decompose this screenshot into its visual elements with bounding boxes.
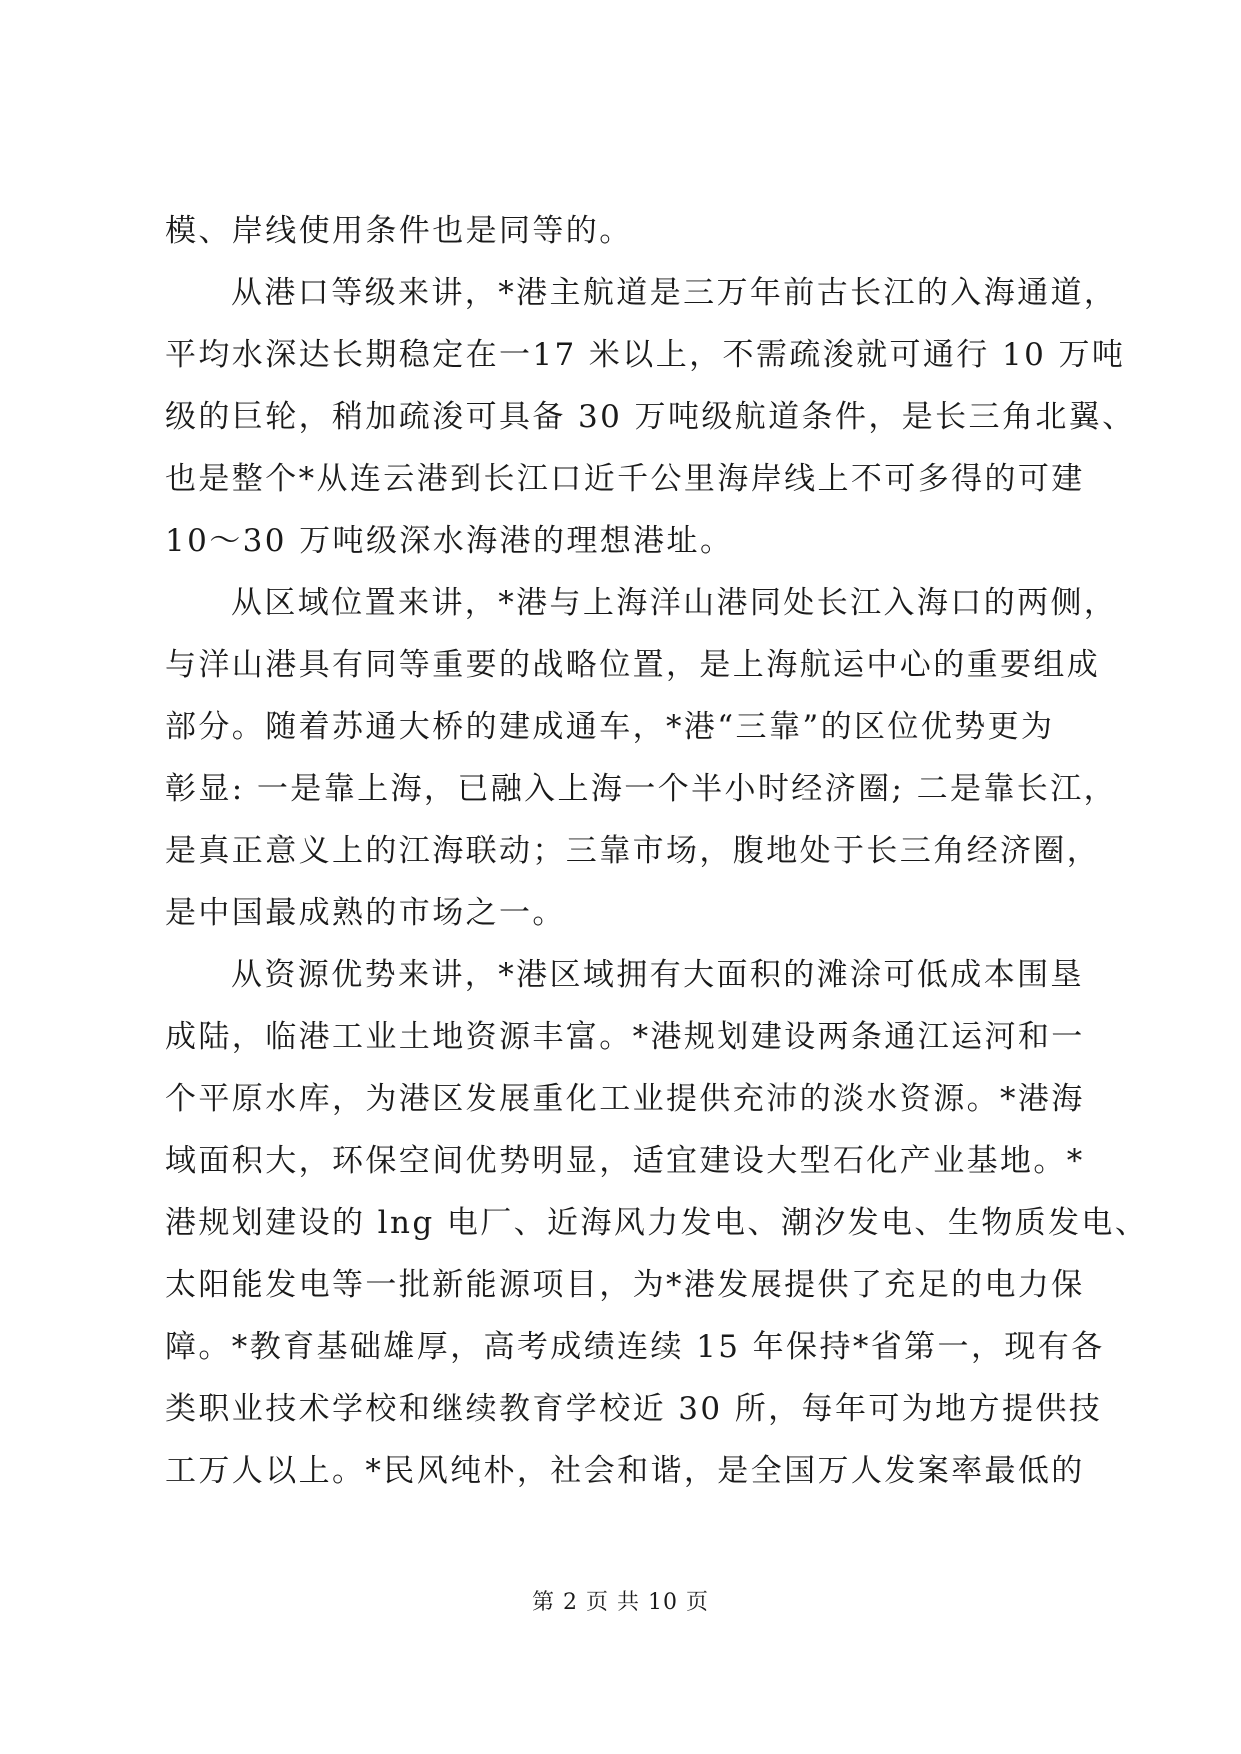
text-line: 模、岸线使用条件也是同等的。 bbox=[165, 213, 633, 249]
text-line: 类职业技术学校和继续教育学校近 30 所，每年可为地方提供技 bbox=[165, 1391, 1103, 1427]
text-line: 10～30 万吨级深水海港的理想港址。 bbox=[165, 523, 734, 559]
text-line: 从港口等级来讲，*港主航道是三万年前古长江的入海通道， bbox=[231, 275, 1118, 311]
text-line: 是真正意义上的江海联动；三靠市场，腹地处于长三角经济圈， bbox=[165, 833, 1101, 869]
text-line: 也是整个*从连云港到长江口近千公里海岸线上不可多得的可建 bbox=[165, 461, 1085, 497]
text-line: 平均水深达长期稳定在一17 米以上，不需疏浚就可通行 10 万吨 bbox=[165, 337, 1126, 373]
text-line: 工万人以上。*民风纯朴，社会和谐，是全国万人发案率最低的 bbox=[165, 1453, 1085, 1489]
text-line: 域面积大，环保空间优势明显，适宜建设大型石化产业基地。* bbox=[165, 1143, 1085, 1179]
text-line: 港规划建设的 lng 电厂、近海风力发电、潮汐发电、生物质发电、 bbox=[165, 1205, 1149, 1241]
text-line: 从资源优势来讲，*港区域拥有大面积的滩涂可低成本围垦 bbox=[231, 957, 1084, 993]
text-line: 障。*教育基础雄厚，高考成绩连续 15 年保持*省第一，现有各 bbox=[165, 1329, 1105, 1365]
text-line: 级的巨轮，稍加疏浚可具备 30 万吨级航道条件，是长三角北翼、 bbox=[165, 399, 1136, 435]
text-line: 彰显: 一是靠上海，已融入上海一个半小时经济圈; 二是靠长江， bbox=[165, 771, 1117, 807]
text-line: 是中国最成熟的市场之一。 bbox=[165, 895, 566, 931]
text-line: 太阳能发电等一批新能源项目，为*港发展提供了充足的电力保 bbox=[165, 1267, 1085, 1303]
text-line: 与洋山港具有同等重要的战略位置，是上海航运中心的重要组成 bbox=[165, 647, 1101, 683]
document-body bbox=[165, 200, 1149, 1502]
page-number-footer: 第 2 页 共 10 页 bbox=[532, 1590, 709, 1615]
text-line: 个平原水库，为港区发展重化工业提供充沛的淡水资源。*港海 bbox=[165, 1081, 1085, 1117]
text-line: 成陆，临港工业土地资源丰富。*港规划建设两条通江运河和一 bbox=[165, 1019, 1085, 1055]
text-line: 部分。随着苏通大桥的建成通车，*港“三靠”的区位优势更为 bbox=[165, 709, 1055, 745]
text-line: 从区域位置来讲，*港与上海洋山港同处长江入海口的两侧， bbox=[231, 585, 1118, 621]
